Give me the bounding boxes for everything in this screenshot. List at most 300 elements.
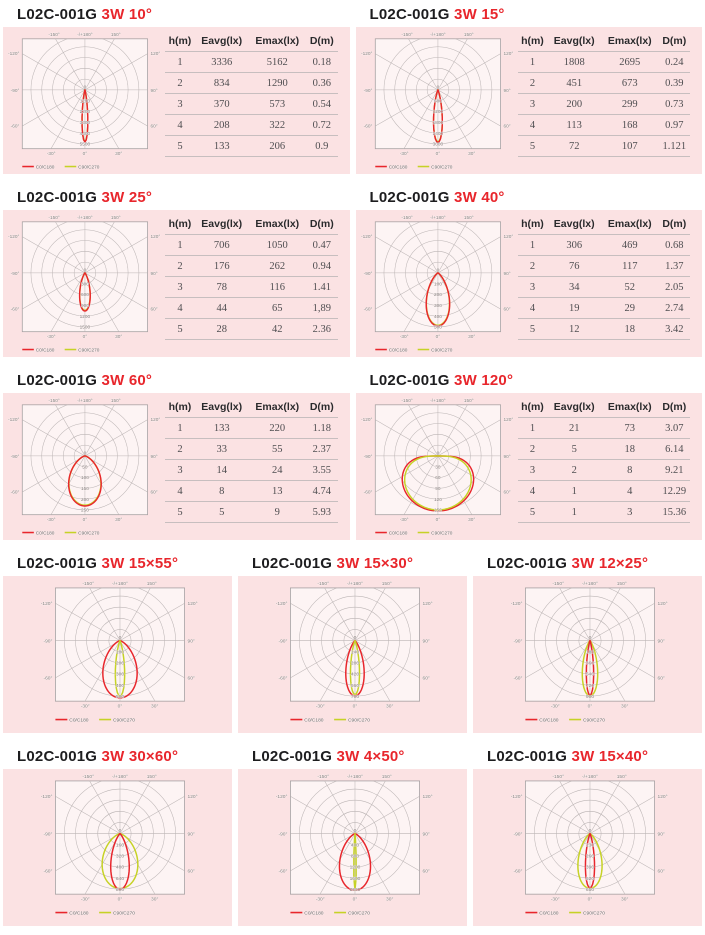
legend-label-c0: C0/C180 (388, 164, 407, 170)
table-cell: 72 (547, 136, 601, 157)
ring-label: 0 (353, 828, 356, 834)
table-cell: 3 (165, 277, 195, 298)
table-cell: 3.55 (306, 460, 337, 481)
product-model: L02C-001G (17, 555, 97, 572)
ring-label: 320 (115, 854, 123, 860)
angle-label: 90° (150, 271, 157, 277)
table-row (165, 319, 338, 340)
table-cell: 2 (547, 460, 601, 481)
angle-label: -/+180° (77, 398, 93, 404)
table-cell: 12 (547, 319, 601, 340)
section-panel (356, 210, 703, 357)
angle-label: -30° (315, 704, 324, 710)
table-header-cell: D(m) (306, 29, 337, 52)
table-row (165, 115, 338, 136)
table-cell: 262 (249, 256, 307, 277)
section-panel (473, 769, 702, 926)
angle-label: -150° (552, 774, 564, 780)
angle-label: 0° (83, 517, 88, 523)
ring-label: 1100 (80, 98, 91, 104)
ring-label: 560 (350, 683, 358, 689)
section-title (17, 189, 350, 206)
angle-label: 0° (117, 897, 122, 903)
angle-label: 120° (657, 794, 667, 800)
table-row (518, 136, 691, 157)
table-header-cell: h(m) (165, 395, 195, 418)
ring-label: 520 (585, 876, 593, 882)
angle-label: -/+180° (430, 398, 446, 404)
angle-label: 120° (503, 234, 513, 240)
table-cell: 573 (249, 94, 307, 115)
angle-label: 0° (435, 517, 440, 523)
angle-label: 90° (657, 639, 664, 645)
section-title (370, 6, 703, 23)
angle-label: -120° (8, 51, 19, 57)
angle-label: -120° (40, 794, 52, 800)
table-cell: 5 (518, 502, 548, 523)
legend-label-c0: C0/C180 (388, 347, 407, 353)
table-cell: 0.9 (306, 136, 337, 157)
polar-chart-svg (505, 576, 671, 727)
ring-label: 250 (81, 508, 89, 514)
beam-angle-spec: 3W 10° (102, 6, 153, 23)
beam-angle-spec: 3W 15×30° (337, 555, 414, 572)
table-cell: 5 (518, 136, 548, 157)
illuminance-table (516, 393, 703, 523)
angle-label: -120° (510, 794, 522, 800)
angle-label: 30° (468, 151, 475, 157)
illuminance-data-table (165, 29, 338, 157)
ring-label: 1600 (349, 876, 360, 882)
table-cell: 9 (249, 502, 307, 523)
ring-label: 500 (115, 694, 123, 700)
illuminance-table (516, 27, 703, 157)
legend-label-c90: C90/C270 (348, 718, 370, 724)
table-cell: 469 (601, 235, 659, 256)
angle-label: 30° (621, 704, 628, 710)
angle-label: 120° (422, 794, 432, 800)
angle-label: -/+180° (582, 581, 598, 587)
legend-label-c0: C0/C180 (304, 911, 323, 917)
table-cell: 34 (547, 277, 601, 298)
legend-label-c90: C90/C270 (78, 347, 100, 353)
legend-label-c0: C0/C180 (388, 530, 407, 536)
table-header-cell: Eavg(lx) (195, 395, 249, 418)
angle-label: -90° (11, 88, 20, 94)
ring-label: 1500 (80, 325, 91, 331)
table-row (518, 298, 691, 319)
angle-label: -30° (47, 334, 56, 340)
photometry-section (470, 549, 705, 733)
angle-label: 0° (587, 897, 592, 903)
angle-label: 90° (150, 454, 157, 460)
table-cell: 3 (165, 94, 195, 115)
table-row (518, 256, 691, 277)
section-panel (356, 27, 703, 174)
table-header-cell: Emax(lx) (601, 29, 659, 52)
beam-angle-spec: 3W 40° (454, 189, 505, 206)
section-panel (356, 393, 703, 540)
ring-label: 0 (436, 267, 439, 273)
table-cell: 3.07 (659, 418, 690, 439)
angle-label: 120° (503, 417, 513, 423)
section-panel (3, 210, 350, 357)
product-model: L02C-001G (252, 748, 332, 765)
table-cell: 29 (601, 298, 659, 319)
beam-angle-spec: 3W 15° (454, 6, 505, 23)
photometry-section (0, 549, 235, 733)
ring-label: 280 (350, 661, 358, 667)
polar-chart (356, 393, 516, 540)
beam-angle-spec: 3W 4×50° (337, 748, 405, 765)
table-cell: 133 (195, 136, 249, 157)
ring-label: 480 (115, 865, 123, 871)
ring-label: 0 (353, 635, 356, 641)
ring-label: 2400 (432, 131, 443, 137)
table-header-cell: D(m) (306, 395, 337, 418)
angle-label: 150° (463, 215, 473, 221)
table-cell: 206 (249, 136, 307, 157)
angle-label: -60° (278, 675, 287, 681)
table-cell: 76 (547, 256, 601, 277)
angle-label: 60° (503, 489, 510, 495)
table-cell: 4 (601, 481, 659, 502)
ring-label: 30 (435, 464, 441, 470)
legend-label-c0: C0/C180 (69, 718, 88, 724)
table-cell: 1 (165, 52, 195, 73)
ring-label: 0 (84, 267, 87, 273)
section-title (370, 372, 703, 389)
angle-label: -90° (278, 832, 287, 838)
table-cell: 5 (195, 502, 249, 523)
polar-chart-svg (3, 210, 163, 357)
angle-label: -150° (48, 398, 59, 404)
angle-label: -60° (11, 489, 20, 495)
angle-label: 90° (150, 88, 157, 94)
table-row (518, 73, 691, 94)
table-cell: 21 (547, 418, 601, 439)
table-cell: 1 (518, 418, 548, 439)
table-cell: 1 (518, 235, 548, 256)
table-row (165, 256, 338, 277)
table-row (518, 94, 691, 115)
table-cell: 2 (165, 439, 195, 460)
table-cell: 4 (165, 115, 195, 136)
table-cell: 9.21 (659, 460, 690, 481)
angle-label: 30° (468, 517, 475, 523)
table-row (518, 115, 691, 136)
angle-label: 120° (187, 601, 197, 607)
table-cell: 55 (249, 439, 307, 460)
table-row (518, 418, 691, 439)
table-header-cell: D(m) (659, 395, 690, 418)
ring-label: 360 (585, 661, 593, 667)
table-cell: 19 (547, 298, 601, 319)
angle-label: 0° (435, 151, 440, 157)
angle-label: -120° (275, 601, 287, 607)
angle-label: 90° (657, 832, 664, 838)
section-title (17, 6, 350, 23)
legend-label-c90: C90/C270 (78, 530, 100, 536)
table-cell: 220 (249, 418, 307, 439)
table-cell: 1050 (249, 235, 307, 256)
angle-label: -150° (48, 215, 59, 221)
angle-label: -30° (550, 897, 559, 903)
angle-label: 150° (146, 774, 156, 780)
table-row (165, 481, 338, 502)
table-header-cell: Emax(lx) (601, 212, 659, 235)
angle-label: -120° (40, 601, 52, 607)
legend-label-c90: C90/C270 (113, 911, 135, 917)
angle-label: -30° (47, 517, 56, 523)
angle-label: 60° (150, 123, 157, 129)
table-cell: 78 (195, 277, 249, 298)
section-title (487, 555, 702, 572)
legend-label-c90: C90/C270 (583, 718, 605, 724)
beam-angle-spec: 3W 25° (102, 189, 153, 206)
ring-label: 0 (84, 450, 87, 456)
angle-label: 60° (187, 868, 194, 874)
polar-chart-svg (3, 27, 163, 174)
angle-label: -120° (361, 234, 372, 240)
photometry-section (353, 0, 705, 174)
angle-label: 60° (503, 123, 510, 129)
table-cell: 2.37 (306, 439, 337, 460)
ring-label: 200 (81, 497, 89, 503)
angle-label: 90° (503, 88, 510, 94)
polar-chart (505, 769, 671, 920)
angle-label: 0° (587, 704, 592, 710)
table-cell: 0.73 (659, 94, 690, 115)
photometry-section (0, 183, 353, 357)
table-cell: 1 (518, 52, 548, 73)
table-cell: 2.74 (659, 298, 690, 319)
table-row (518, 235, 691, 256)
angle-label: -150° (48, 32, 59, 38)
legend-label-c0: C0/C180 (36, 530, 55, 536)
legend-label-c0: C0/C180 (69, 911, 88, 917)
table-row (165, 439, 338, 460)
angle-label: -60° (363, 123, 372, 129)
angle-label: -60° (11, 123, 20, 129)
angle-label: -150° (317, 581, 329, 587)
angle-label: -150° (82, 774, 94, 780)
angle-label: 0° (117, 704, 122, 710)
table-cell: 0.54 (306, 94, 337, 115)
polar-chart-svg (270, 769, 436, 920)
angle-label: 120° (422, 601, 432, 607)
polar-chart (505, 576, 671, 727)
table-cell: 2 (518, 73, 548, 94)
illuminance-data-table (518, 395, 691, 523)
table-cell: 15.36 (659, 502, 690, 523)
table-cell: 1290 (249, 73, 307, 94)
polar-chart-svg (356, 393, 516, 540)
table-header-cell: D(m) (306, 212, 337, 235)
table-row (518, 277, 691, 298)
ring-label: 0 (588, 635, 591, 641)
table-header-cell: Eavg(lx) (195, 212, 249, 235)
table-cell: 4 (518, 298, 548, 319)
table-cell: 2 (518, 256, 548, 277)
illuminance-data-table (518, 212, 691, 340)
ring-label: 200 (115, 661, 123, 667)
ring-label: 1200 (349, 865, 360, 871)
ring-label: 640 (115, 876, 123, 882)
angle-label: 120° (503, 51, 513, 57)
angle-label: 90° (503, 271, 510, 277)
angle-label: 0° (83, 334, 88, 340)
table-cell: 5162 (249, 52, 307, 73)
polar-chart-svg (505, 769, 671, 920)
photometry-section (235, 549, 470, 733)
table-cell: 1 (165, 418, 195, 439)
ring-label: 4400 (80, 131, 91, 137)
angle-label: 150° (146, 581, 156, 587)
angle-label: 30° (151, 704, 158, 710)
angle-label: -/+180° (430, 32, 446, 38)
table-cell: 0.36 (306, 73, 337, 94)
angle-label: -120° (510, 601, 522, 607)
table-cell: 13 (249, 481, 307, 502)
angle-label: -30° (399, 517, 408, 523)
table-header-cell: D(m) (659, 212, 690, 235)
table-header-cell: D(m) (659, 29, 690, 52)
table-cell: 168 (601, 115, 659, 136)
ring-label: 150 (81, 486, 89, 492)
angle-label: 90° (422, 639, 429, 645)
angle-label: -60° (43, 675, 52, 681)
product-model: L02C-001G (17, 748, 97, 765)
angle-label: -90° (43, 832, 52, 838)
ring-label: 260 (585, 854, 593, 860)
illuminance-data-table (518, 29, 691, 157)
ring-label: 0 (436, 450, 439, 456)
angle-label: 60° (503, 306, 510, 312)
section-title (370, 189, 703, 206)
angle-label: 120° (150, 417, 160, 423)
angle-label: 60° (187, 675, 194, 681)
table-cell: 4 (165, 481, 195, 502)
ring-label: 540 (585, 672, 593, 678)
angle-label: -120° (361, 417, 372, 423)
angle-label: 90° (187, 639, 194, 645)
table-cell: 18 (601, 439, 659, 460)
table-header-cell: h(m) (518, 29, 548, 52)
product-model: L02C-001G (17, 372, 97, 389)
ring-label: 130 (585, 842, 593, 848)
photometry-section (235, 742, 470, 926)
table-cell: 3 (518, 460, 548, 481)
ring-label: 90 (435, 486, 441, 492)
ring-label: 50 (82, 464, 88, 470)
table-cell: 2695 (601, 52, 659, 73)
table-cell: 5 (165, 136, 195, 157)
table-cell: 0.18 (306, 52, 337, 73)
table-header-cell: h(m) (165, 212, 195, 235)
angle-label: 120° (150, 234, 160, 240)
legend-label-c0: C0/C180 (539, 718, 558, 724)
product-model: L02C-001G (252, 555, 332, 572)
angle-label: -120° (8, 417, 19, 423)
table-cell: 14 (195, 460, 249, 481)
angle-label: 30° (621, 897, 628, 903)
table-row (165, 52, 338, 73)
illuminance-table (163, 210, 350, 340)
angle-label: -150° (401, 398, 412, 404)
table-cell: 1.41 (306, 277, 337, 298)
legend-label-c90: C90/C270 (431, 347, 453, 353)
table-cell: 5 (165, 502, 195, 523)
section-title (252, 748, 467, 765)
angle-label: 60° (422, 868, 429, 874)
table-row (518, 481, 691, 502)
ring-label: 900 (81, 303, 89, 309)
table-cell: 1 (547, 502, 601, 523)
table-cell: 2 (165, 73, 195, 94)
section-title (17, 748, 232, 765)
table-cell: 0.94 (306, 256, 337, 277)
angle-label: -/+180° (112, 774, 128, 780)
table-header-cell: Emax(lx) (249, 29, 307, 52)
angle-label: 30° (115, 517, 122, 523)
ring-label: 100 (433, 281, 441, 287)
table-cell: 116 (249, 277, 307, 298)
ring-label: 150 (433, 508, 441, 514)
polar-chart (270, 576, 436, 727)
table-cell: 8 (601, 460, 659, 481)
ring-label: 0 (436, 84, 439, 90)
ring-label: 2000 (349, 887, 360, 893)
angle-label: 60° (150, 489, 157, 495)
ring-label: 1800 (432, 120, 443, 126)
product-model: L02C-001G (370, 6, 450, 23)
angle-label: -30° (80, 897, 89, 903)
angle-label: -90° (43, 639, 52, 645)
table-cell: 299 (601, 94, 659, 115)
angle-label: 150° (111, 32, 121, 38)
table-row (165, 460, 338, 481)
angle-label: 90° (187, 832, 194, 838)
angle-label: -150° (401, 32, 412, 38)
photometry-section (470, 742, 705, 926)
angle-label: -120° (275, 794, 287, 800)
product-model: L02C-001G (370, 372, 450, 389)
table-cell: 2 (165, 256, 195, 277)
angle-label: -90° (363, 88, 372, 94)
angle-label: -150° (552, 581, 564, 587)
table-row (518, 502, 691, 523)
table-row (165, 418, 338, 439)
table-cell: 0.24 (659, 52, 690, 73)
table-cell: 306 (547, 235, 601, 256)
illuminance-table (163, 393, 350, 523)
angle-label: -/+180° (77, 215, 93, 221)
ring-label: 650 (585, 887, 593, 893)
table-header-cell: Emax(lx) (601, 395, 659, 418)
table-row (165, 502, 338, 523)
ring-label: 300 (81, 281, 89, 287)
legend-label-c0: C0/C180 (36, 347, 55, 353)
angle-label: -90° (513, 832, 522, 838)
legend-label-c0: C0/C180 (36, 164, 55, 170)
angle-label: -90° (278, 639, 287, 645)
angle-label: -60° (513, 675, 522, 681)
angle-label: 30° (386, 704, 393, 710)
angle-label: -60° (363, 306, 372, 312)
polar-chart (356, 210, 516, 357)
legend-label-c90: C90/C270 (583, 911, 605, 917)
